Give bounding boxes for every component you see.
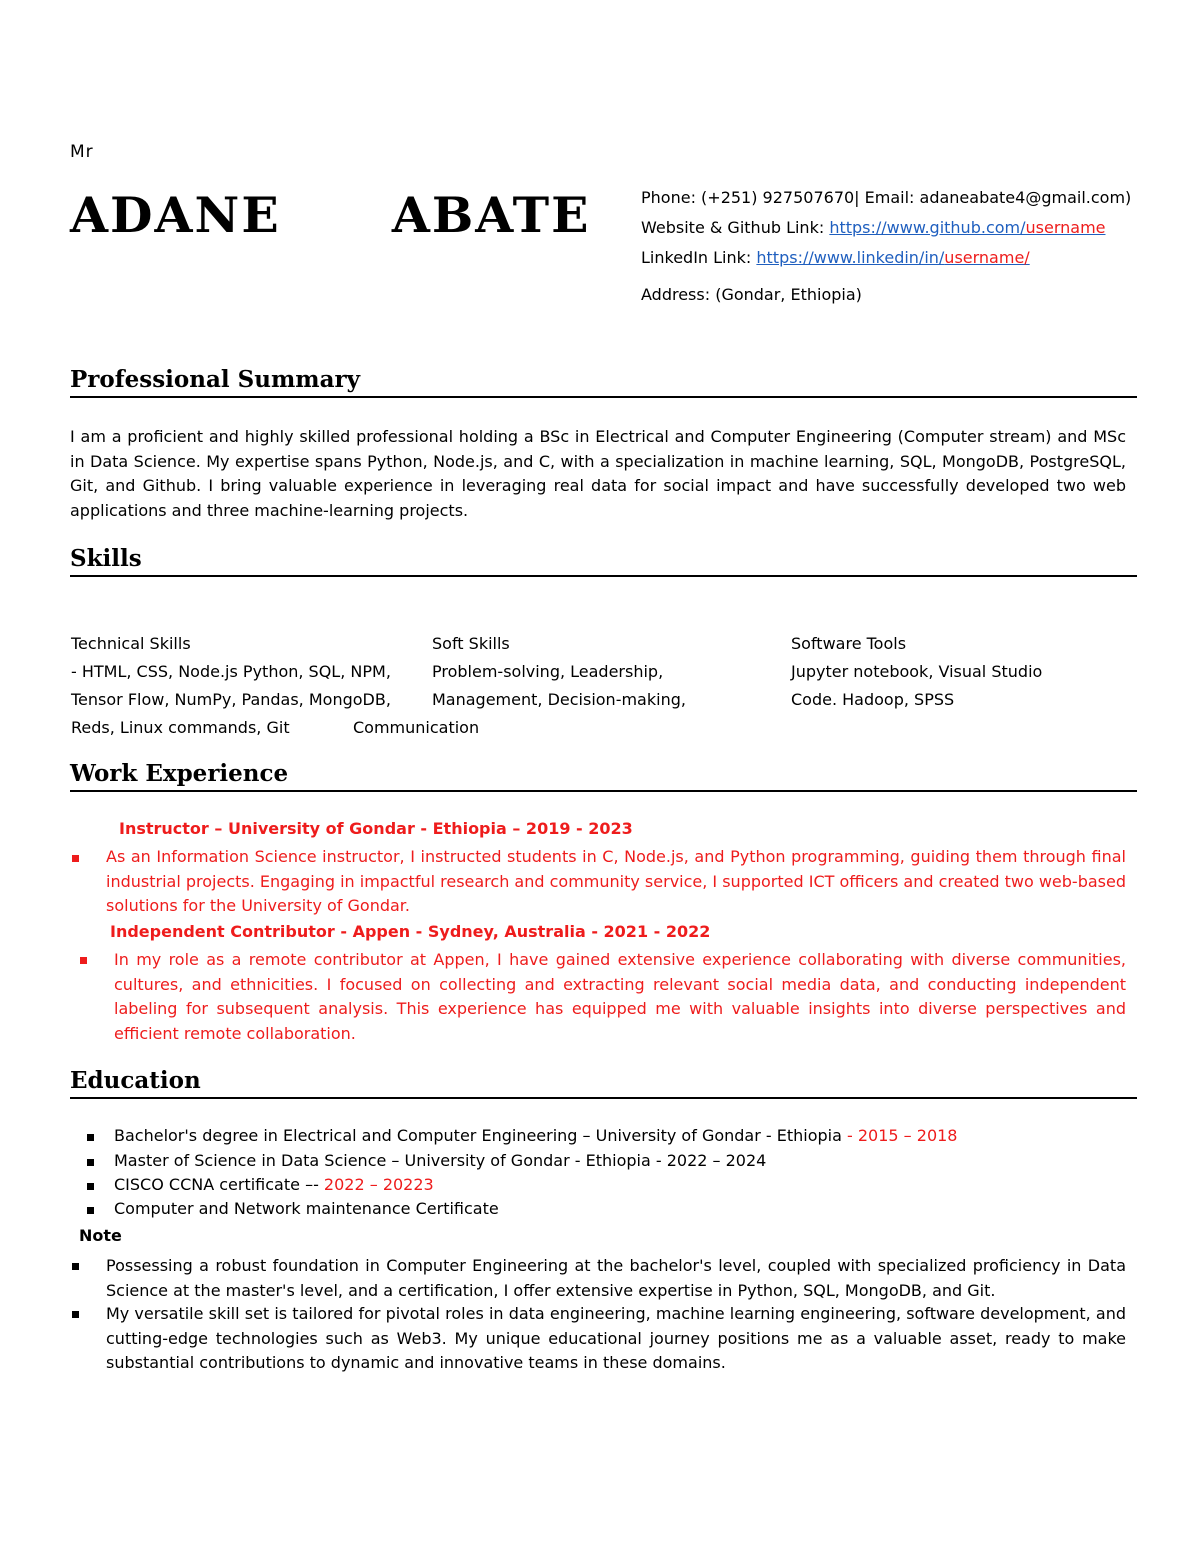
technical-skill-line: Reds, Linux commands, Git bbox=[71, 718, 290, 737]
linkedin-label: LinkedIn Link: bbox=[641, 248, 757, 267]
soft-skill-line: Problem-solving, Leadership, bbox=[432, 662, 664, 681]
salutation: Mr bbox=[70, 142, 94, 162]
education-heading: Education bbox=[70, 1067, 201, 1094]
software-tool-line: Jupyter notebook, Visual Studio bbox=[791, 662, 1043, 681]
website-label: Website & Github Link: bbox=[641, 218, 830, 237]
website-username[interactable]: username bbox=[1025, 218, 1106, 237]
bullet-icon bbox=[87, 1134, 94, 1141]
technical-skills-heading: Technical Skills bbox=[71, 634, 191, 653]
education-item-date: - 2015 – 2018 bbox=[841, 1126, 958, 1145]
skills-divider bbox=[70, 575, 1137, 577]
note-label: Note bbox=[79, 1226, 122, 1245]
software-tools-column bbox=[791, 630, 1042, 714]
software-tools-heading: Software Tools bbox=[791, 634, 907, 653]
note-text: Possessing a robust foundation in Computer Engineering at the bachelor's level, coupled with specialized proficiency in Data Science at the master's level, and a certification, I offer extensive expertise in Python, SQL, MongoDB, and Git. bbox=[106, 1256, 1126, 1300]
linkedin-link[interactable]: https://www.linkedin/in/ bbox=[756, 248, 945, 267]
bullet-icon bbox=[87, 1207, 94, 1214]
education-item-text: Bachelor's degree in Electrical and Computer Engineering – University of Gondar - Ethiopia bbox=[114, 1126, 842, 1145]
soft-skills-column bbox=[353, 630, 686, 742]
job-description: In my role as a remote contributor at Appen, I have gained extensive experience collaborating with diverse communities, cultures, and ethnicities. I focused on collecting and extracting relevant social media data, and conducting independent labeling for subsequent analysis. This experience has equipped me with valuable insights into diverse perspectives and efficient remote collaboration. bbox=[114, 950, 1126, 1043]
note-text: My versatile skill set is tailored for pivotal roles in data engineering, machine learning engineering, software development, and cutting-edge technologies such as Web3. My unique educational journey positions me as a valuable asset, ready to make substantial contributions to dynamic and innovative teams in these domains. bbox=[106, 1304, 1126, 1372]
work-divider bbox=[70, 790, 1137, 792]
education-item-text: Master of Science in Data Science – University of Gondar - Ethiopia - 2022 – 2024 bbox=[114, 1151, 767, 1170]
website-link[interactable]: https://www.github.com/ bbox=[829, 218, 1026, 237]
software-tool-line: Code. Hadoop, SPSS bbox=[791, 690, 955, 709]
education-item bbox=[114, 1175, 434, 1194]
soft-skill-line: Communication bbox=[353, 718, 480, 737]
work-heading: Work Experience bbox=[70, 760, 289, 787]
education-divider bbox=[70, 1097, 1137, 1099]
education-item bbox=[114, 1126, 957, 1145]
soft-skill-line: Management, Decision-making, bbox=[432, 690, 686, 709]
bullet-icon bbox=[87, 1159, 94, 1166]
technical-skill-line: Tensor Flow, NumPy, Pandas, MongoDB, bbox=[71, 690, 391, 709]
linkedin-line bbox=[641, 248, 1030, 267]
bullet-icon bbox=[72, 855, 79, 862]
education-item-text: Computer and Network maintenance Certificate bbox=[114, 1199, 499, 1218]
summary-text: I am a proficient and highly skilled professional holding a BSc in Electrical and Computer Engineering (Computer stream) and MSc in Data Science. My expertise spans Python, Node.js, and C, with a specialization in machine learning, SQL, MongoDB, PostgreSQL, Git, and Github. I bring valuable experience in leveraging real data for social impact and have successfully developed two web applications and three machine-learning projects. bbox=[70, 427, 1126, 520]
bullet-icon bbox=[87, 1183, 94, 1190]
education-item-date: 2022 – 20223 bbox=[323, 1175, 434, 1194]
education-item bbox=[114, 1151, 766, 1170]
candidate-name: ADANE ABATE bbox=[70, 186, 591, 244]
education-item-text: CISCO CCNA certificate –- bbox=[114, 1175, 324, 1194]
bullet-icon bbox=[72, 1311, 79, 1318]
phone-email-line: Phone: (+251) 927507670| Email: adaneabate4@gmail.com) bbox=[641, 188, 1132, 207]
technical-skills-column bbox=[71, 630, 391, 742]
bullet-icon bbox=[80, 957, 87, 964]
job-heading: Independent Contributor - Appen - Sydney, Australia - 2021 - 2022 bbox=[110, 922, 711, 941]
job-heading: Instructor – University of Gondar - Ethiopia – 2019 - 2023 bbox=[119, 819, 633, 838]
education-item bbox=[114, 1199, 499, 1218]
skills-heading: Skills bbox=[70, 545, 142, 572]
summary-heading: Professional Summary bbox=[70, 366, 361, 393]
linkedin-username[interactable]: username/ bbox=[944, 248, 1030, 267]
technical-skill-line: - HTML, CSS, Node.js Python, SQL, NPM, bbox=[71, 662, 391, 681]
bullet-icon bbox=[72, 1263, 79, 1270]
address-line: Address: (Gondar, Ethiopia) bbox=[641, 285, 862, 304]
summary-divider bbox=[70, 396, 1137, 398]
job-description: As an Information Science instructor, I instructed students in C, Node.js, and Python programming, guiding them through final industrial projects. Engaging in impactful research and community service, I supported ICT officers and created two web-based solutions for the University of Gondar. bbox=[106, 847, 1126, 915]
website-line bbox=[641, 218, 1106, 237]
soft-skills-heading: Soft Skills bbox=[432, 634, 510, 653]
